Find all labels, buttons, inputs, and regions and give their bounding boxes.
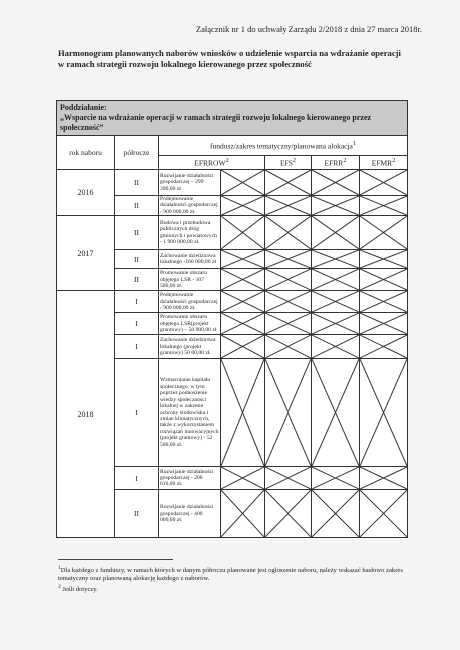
footnote-1-text: Dla każdego z funduszy, w ramach których w danym półroczu planowane jest ogłoszenie naboru, należy wskazać hasłowo zakres tematyczny oraz planowaną alokację każdego z naborów. xyxy=(58,567,403,583)
crossed-out-cell xyxy=(312,490,360,538)
crossed-out-cell xyxy=(221,359,265,467)
fund-efs xyxy=(265,156,312,170)
year-cell: 2017 xyxy=(57,216,115,291)
crossed-out-cell xyxy=(360,269,408,291)
crossed-out-cell xyxy=(221,335,265,359)
footnote-ref-1: 1 xyxy=(352,140,357,148)
allocation-cell: Budowa i przebudowa publicznych dróg gminnych i powiatowych - 1 900 000,00 zł. xyxy=(159,216,221,250)
allocation-cell: Rozwijanie działalności gospodarczej - 200 610,00 zł. xyxy=(159,467,221,490)
crossed-out-cell xyxy=(312,250,360,269)
fund-efmr-sup: 2 xyxy=(392,157,396,165)
footnote-1-mark: 1 xyxy=(58,565,61,571)
crossed-out-cell xyxy=(360,170,408,196)
attachment-note: Załącznik nr 1 do uchwały Zarządu 2/2018 z dnia 27 marca 2018r. xyxy=(195,24,422,34)
footnote-2-mark: 2 xyxy=(58,584,61,591)
fund-efrr-label: EFRR xyxy=(324,158,344,168)
subaction-header xyxy=(57,101,408,136)
crossed-out-cell xyxy=(265,335,312,359)
half-cell: II xyxy=(115,490,159,538)
fund-efs-sup: 2 xyxy=(292,157,297,165)
crossed-out-cell xyxy=(221,216,265,250)
crossed-out-cell xyxy=(265,196,312,216)
fund-efmr-label: EFMR xyxy=(371,158,393,168)
table-row xyxy=(57,291,408,313)
crossed-out-cell xyxy=(221,490,265,538)
crossed-out-cell xyxy=(360,335,408,359)
crossed-out-cell xyxy=(360,490,408,538)
fund-efrrow-sup: 2 xyxy=(225,157,229,165)
crossed-out-cell xyxy=(265,216,312,250)
half-cell: I xyxy=(115,335,159,359)
footnotes xyxy=(58,564,408,594)
crossed-out-cell xyxy=(360,359,408,467)
crossed-out-cell xyxy=(221,196,265,216)
fund-efrr-sup: 2 xyxy=(343,157,347,165)
schedule-rows xyxy=(57,170,408,538)
year-cell: 2018 xyxy=(57,291,115,538)
allocation-cell: Rozwijanie działalności gospodarczej – 299 390,00 zł xyxy=(159,170,221,196)
crossed-out-cell xyxy=(360,313,408,335)
allocation-cell: Podejmowanie działalności gospodarczej - 900 000,00 zł. xyxy=(159,291,221,313)
crossed-out-cell xyxy=(312,335,360,359)
crossed-out-cell xyxy=(312,170,360,196)
fund-efmr xyxy=(360,156,408,170)
crossed-out-cell xyxy=(360,467,408,490)
crossed-out-cell xyxy=(312,269,360,291)
crossed-out-cell xyxy=(312,359,360,467)
crossed-out-cell xyxy=(221,467,265,490)
crossed-out-cell xyxy=(265,313,312,335)
fund-efrr xyxy=(312,156,360,170)
footnote-2-text: Jeśli dotyczy. xyxy=(62,586,98,594)
crossed-out-cell xyxy=(265,359,312,467)
col-header-half: półrocze xyxy=(115,136,159,170)
subaction-text: „Wsparcie na wdrażanie operacji w ramach strategii rozwoju lokalnego kierowanego przez społeczność” xyxy=(60,113,372,132)
crossed-out-cell xyxy=(265,250,312,269)
half-cell: I xyxy=(115,313,159,335)
half-cell: I xyxy=(115,359,159,467)
allocation-cell: Promowanie obszaru objętego LSR(projekt grantowy) – 50 000,00 zł xyxy=(159,313,221,335)
crossed-out-cell xyxy=(221,291,265,313)
half-cell: II xyxy=(115,216,159,250)
half-cell: II xyxy=(115,196,159,216)
fund-efrrow xyxy=(159,156,265,170)
crossed-out-cell xyxy=(360,216,408,250)
half-cell: II xyxy=(115,269,159,291)
allocation-cell: Promowanie obszaru objętego LSR - 107 500,00 zł. xyxy=(159,269,221,291)
crossed-out-cell xyxy=(360,291,408,313)
subaction-label: Poddziałanie: xyxy=(60,103,107,112)
crossed-out-cell xyxy=(312,467,360,490)
crossed-out-cell xyxy=(221,250,265,269)
allocation-cell: Wzmacnianie kapitału społecznego, w tym poprzez podnoszenie wiedzy społeczności lokalnej w zakresie ochrony środowiska i zmian klimatycznych, także z wykorzystaniem rozwiązań innowacyjnych (projekt grantowy) - 52 500,00 zł. xyxy=(159,359,221,467)
crossed-out-cell xyxy=(265,291,312,313)
half-cell: I xyxy=(115,291,159,313)
crossed-out-cell xyxy=(265,490,312,538)
crossed-out-cell xyxy=(221,313,265,335)
footnote-1 xyxy=(58,564,408,583)
fund-efrrow-label: EFRROW xyxy=(194,158,226,168)
crossed-out-cell xyxy=(265,170,312,196)
allocation-cell: Podejmowanie działalności gospodarczej - 900 000,00 zł. xyxy=(159,196,221,216)
col-header-fund-text: fundusz/zakres tematyczny/planowana alokacja xyxy=(210,141,353,151)
half-cell: II xyxy=(115,250,159,269)
crossed-out-cell xyxy=(312,313,360,335)
allocation-cell: Rozwijanie działalności gospodarczej - 400 000,00 zł. xyxy=(159,490,221,538)
document-title: Harmonogram planowanych naborów wniosków o udzielenie wsparcia na wdrażanie operacji w ramach strategii rozwoju lokalnego kierowanego przez społeczność xyxy=(58,48,401,69)
fund-efs-label: EFS xyxy=(279,158,293,168)
crossed-out-cell xyxy=(221,269,265,291)
crossed-out-cell xyxy=(265,467,312,490)
table-row xyxy=(57,170,408,196)
crossed-out-cell xyxy=(312,216,360,250)
crossed-out-cell xyxy=(312,196,360,216)
allocation-cell: Zachowanie dziedzictwa lokalnego (projekt grantowy) 50 00,00 zł. xyxy=(159,335,221,359)
footnote-separator xyxy=(58,559,173,560)
crossed-out-cell xyxy=(312,291,360,313)
half-cell: I xyxy=(115,467,159,490)
crossed-out-cell xyxy=(360,196,408,216)
col-header-fund xyxy=(159,136,408,156)
crossed-out-cell xyxy=(265,269,312,291)
table-row xyxy=(57,216,408,250)
year-cell: 2016 xyxy=(57,170,115,216)
col-header-year: rok naboru xyxy=(57,136,115,170)
footnote-2 xyxy=(58,583,408,594)
schedule-table xyxy=(56,100,408,538)
allocation-cell: Zachowanie dziedzictwa lokalnego -160 000,00 zł xyxy=(159,250,221,269)
half-cell: II xyxy=(115,170,159,196)
crossed-out-cell xyxy=(360,250,408,269)
crossed-out-cell xyxy=(221,170,265,196)
